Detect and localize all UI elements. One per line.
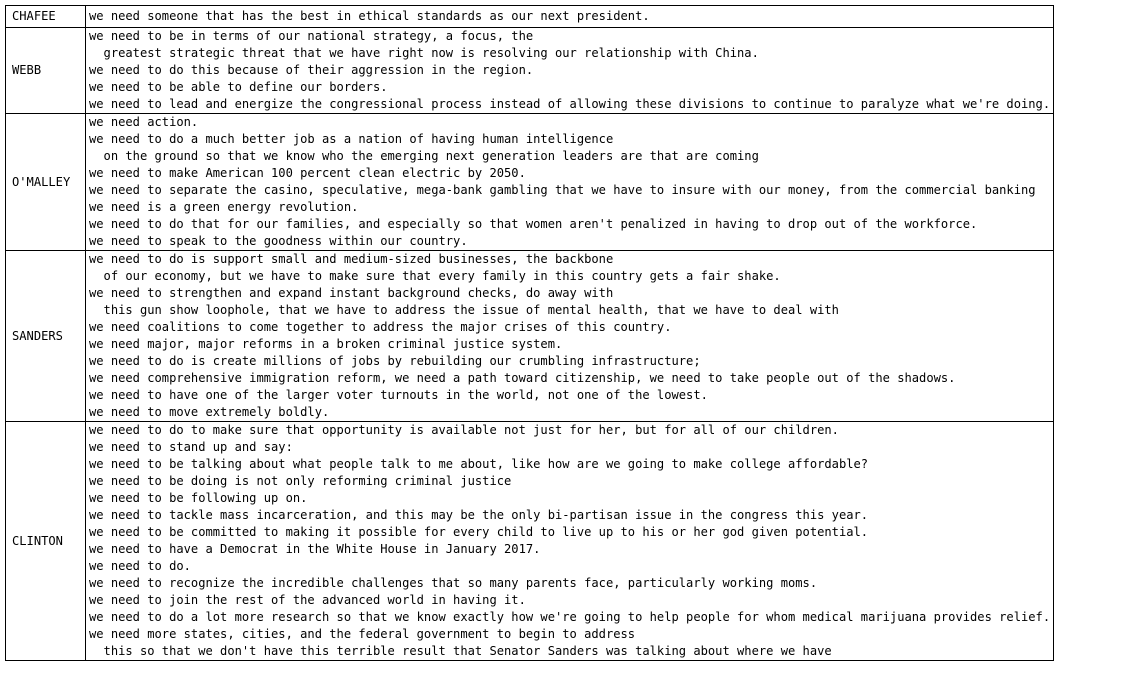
- speaker-row: [6, 6, 1054, 28]
- quote-line: we need to speak to the goodness within our country.: [89, 234, 468, 248]
- quote-line: we need to have one of the larger voter turnouts in the world, not one of the lowest.: [89, 388, 708, 402]
- quote-line: we need to lead and energize the congressional process instead of allowing these divisions to continue to paralyze what we're doing.: [89, 97, 1051, 111]
- quote-lines: [86, 114, 1054, 251]
- quote-line: we need to be talking about what people talk to me about, like how are we going to make college affordable?: [89, 457, 869, 471]
- quote-line: we need action.: [89, 115, 199, 129]
- quote-lines: [86, 422, 1054, 661]
- quote-line: we need to recognize the incredible challenges that so many parents face, particularly working moms.: [89, 576, 818, 590]
- speaker-row: [6, 114, 1054, 251]
- quote-line: of our economy, but we have to make sure that every family in this country gets a fair shake.: [89, 269, 781, 283]
- quote-line: we need to be able to define our borders.: [89, 80, 388, 94]
- quote-line: we need is a green energy revolution.: [89, 200, 359, 214]
- quote-line: we need to stand up and say:: [89, 440, 293, 454]
- quote-line: this so that we don't have this terrible result that Senator Sanders was talking about where we have: [89, 644, 832, 658]
- speaker-row: [6, 422, 1054, 661]
- quote-line: we need coalitions to come together to address the major crises of this country.: [89, 320, 672, 334]
- speaker-row: [6, 251, 1054, 422]
- quote-line: we need to be in terms of our national strategy, a focus, the: [89, 29, 534, 43]
- speaker-name: CLINTON: [6, 422, 86, 661]
- quote-line: we need to have a Democrat in the White House in January 2017.: [89, 542, 541, 556]
- quote-line: we need to do to make sure that opportunity is available not just for her, but for all of our children.: [89, 423, 839, 437]
- quote-line: we need to be doing is not only reforming criminal justice: [89, 474, 512, 488]
- quotes-table-body: [6, 6, 1054, 661]
- quote-line: we need to strengthen and expand instant background checks, do away with: [89, 286, 614, 300]
- speaker-name: CHAFEE: [6, 6, 86, 28]
- quote-line: we need to be committed to making it possible for every child to live up to his or her god given potential.: [89, 525, 869, 539]
- speaker-name: WEBB: [6, 28, 86, 114]
- quote-line: we need to do this because of their aggression in the region.: [89, 63, 534, 77]
- quote-line: we need to do.: [89, 559, 191, 573]
- quote-line: we need more states, cities, and the federal government to begin to address: [89, 627, 636, 641]
- quote-line: we need to do is support small and medium-sized businesses, the backbone: [89, 252, 614, 266]
- quote-line: on the ground so that we know who the emerging next generation leaders are that are coming: [89, 149, 759, 163]
- quote-line: we need to separate the casino, speculative, mega-bank gambling that we have to insure with our money, from the commercial banking: [89, 183, 1036, 197]
- quote-line: this gun show loophole, that we have to address the issue of mental health, that we have to deal with: [89, 303, 839, 317]
- quote-line: we need to do a much better job as a nation of having human intelligence: [89, 132, 614, 146]
- quote-line: we need to move extremely boldly.: [89, 405, 330, 419]
- quote-line: we need someone that has the best in ethical standards as our next president.: [89, 9, 650, 23]
- quote-line: we need to join the rest of the advanced world in having it.: [89, 593, 526, 607]
- quotes-table: [5, 5, 1054, 661]
- quote-line: we need to do that for our families, and especially so that women aren't penalized in having to drop out of the workforce.: [89, 217, 978, 231]
- quote-line: we need major, major reforms in a broken criminal justice system.: [89, 337, 563, 351]
- quote-lines: [86, 6, 1054, 28]
- speaker-name: SANDERS: [6, 251, 86, 422]
- quote-line: we need to make American 100 percent clean electric by 2050.: [89, 166, 526, 180]
- quote-line: we need to do is create millions of jobs by rebuilding our crumbling infrastructure;: [89, 354, 701, 368]
- quote-line: we need to do a lot more research so that we know exactly how we're going to help people for whom medical marijuana provides relief.: [89, 610, 1051, 624]
- quote-lines: [86, 251, 1054, 422]
- speaker-row: [6, 28, 1054, 114]
- quote-line: greatest strategic threat that we have right now is resolving our relationship with China.: [89, 46, 759, 60]
- quote-line: we need to be following up on.: [89, 491, 308, 505]
- quote-line: we need comprehensive immigration reform, we need a path toward citizenship, we need to take people out of the shadows.: [89, 371, 956, 385]
- speaker-name: O'MALLEY: [6, 114, 86, 251]
- quote-lines: [86, 28, 1054, 114]
- quote-line: we need to tackle mass incarceration, and this may be the only bi-partisan issue in the congress this year.: [89, 508, 869, 522]
